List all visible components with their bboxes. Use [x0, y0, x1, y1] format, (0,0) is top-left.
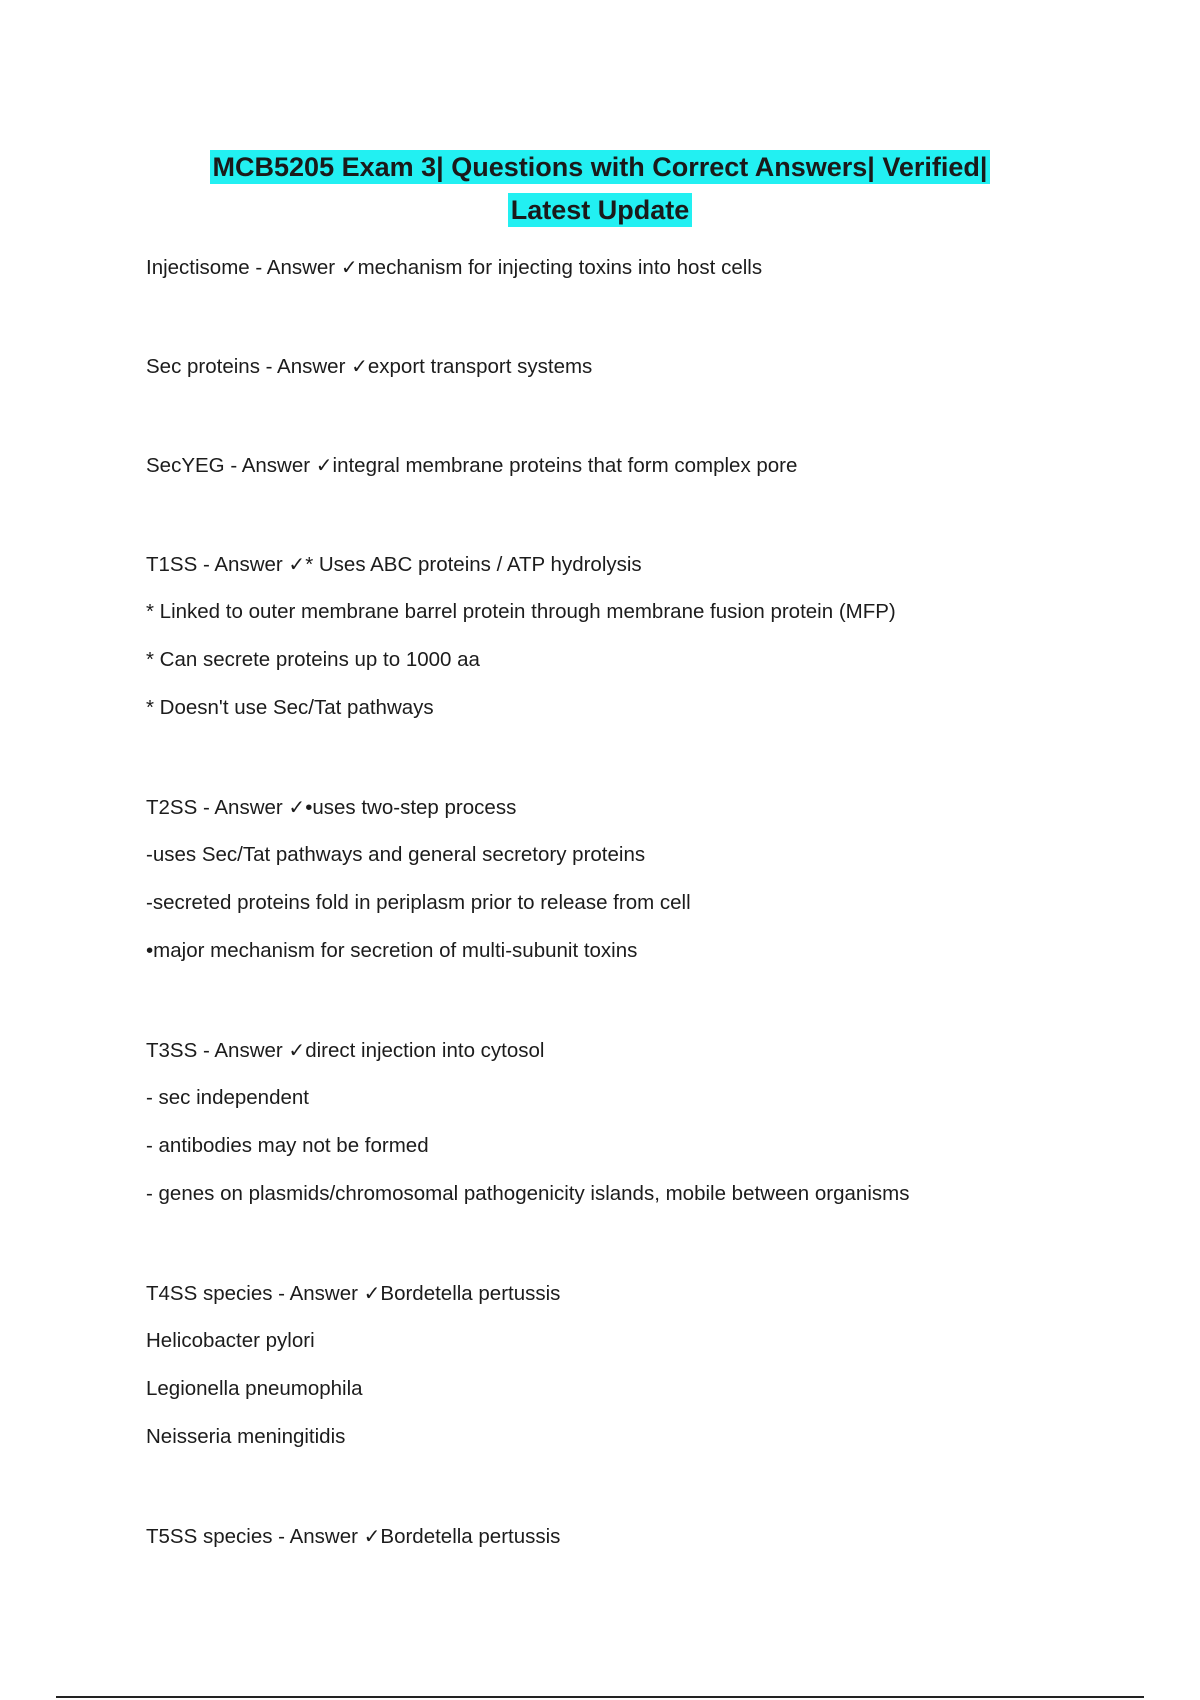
qa-entry: [146, 1033, 1086, 1081]
qa-extra-line: -uses Sec/Tat pathways and general secretory proteins: [146, 843, 646, 866]
qa-answer: Bordetella pertussis: [380, 1525, 561, 1548]
qa-extra-line: Helicobacter pylori: [146, 1329, 315, 1352]
qa-answer: •uses two-step process: [305, 796, 517, 819]
qa-term: T3SS: [146, 1039, 198, 1062]
answer-label: - Answer: [272, 1282, 364, 1305]
entry-gap: [146, 1468, 1086, 1519]
document-title: [0, 146, 1200, 232]
qa-answer: integral membrane proteins that form complex pore: [332, 454, 798, 477]
title-line-2: Latest Update: [508, 193, 693, 227]
qa-answer: Bordetella pertussis: [380, 1282, 561, 1305]
answer-label: - Answer: [224, 454, 316, 477]
qa-entry: [146, 349, 1086, 397]
qa-extra-line: * Linked to outer membrane barrel protein through membrane fusion protein (MFP): [146, 600, 896, 623]
qa-extra-line: •major mechanism for secretion of multi-subunit toxins: [146, 939, 638, 962]
check-icon: ✓: [363, 1281, 381, 1305]
qa-term: T5SS species: [146, 1525, 273, 1548]
qa-extra-line: - genes on plasmids/chromosomal pathogenicity islands, mobile between organisms: [146, 1182, 910, 1205]
qa-answer: direct injection into cytosol: [305, 1039, 545, 1062]
qa-term: Sec proteins: [146, 355, 260, 378]
qa-term: Injectisome: [146, 256, 250, 279]
check-icon: ✓: [340, 255, 358, 279]
qa-extra-line: * Doesn't use Sec/Tat pathways: [146, 696, 434, 719]
answer-label: - Answer: [197, 796, 289, 819]
check-icon: ✓: [315, 453, 333, 477]
qa-term: T2SS: [146, 796, 198, 819]
check-icon: ✓: [288, 795, 306, 819]
qa-entry: [146, 250, 1086, 298]
check-icon: ✓: [363, 1524, 381, 1548]
answer-label: - Answer: [197, 553, 289, 576]
entry-gap: [146, 982, 1086, 1033]
qa-term: T4SS species: [146, 1282, 273, 1305]
check-icon: ✓: [351, 354, 368, 378]
entry-gap: [146, 1225, 1086, 1276]
check-icon: ✓: [288, 552, 306, 576]
qa-extra-line: Legionella pneumophila: [146, 1377, 363, 1400]
answer-label: - Answer: [197, 1039, 289, 1062]
qa-entry: [146, 790, 1086, 838]
entry-gap: [146, 397, 1086, 448]
qa-entry: [146, 547, 1086, 595]
entry-gap: [146, 298, 1086, 349]
title-line-1: MCB5205 Exam 3| Questions with Correct Answers| Verified|: [210, 150, 991, 184]
answer-label: - Answer: [259, 355, 352, 378]
qa-answer: * Uses ABC proteins / ATP hydrolysis: [305, 553, 642, 576]
qa-extra-line: -secreted proteins fold in periplasm prior to release from cell: [146, 891, 691, 914]
qa-extra-line: * Can secrete proteins up to 1000 aa: [146, 648, 480, 671]
qa-term: T1SS: [146, 553, 198, 576]
answer-label: - Answer: [249, 256, 341, 279]
qa-extra-line: - sec independent: [146, 1086, 309, 1109]
qa-list: [146, 250, 1086, 1567]
page-bottom-rule: [56, 1696, 1144, 1698]
qa-answer: mechanism for injecting toxins into host cells: [357, 256, 763, 279]
answer-label: - Answer: [272, 1525, 364, 1548]
entry-gap: [146, 739, 1086, 790]
check-icon: ✓: [288, 1038, 306, 1062]
qa-extra-line: Neisseria meningitidis: [146, 1425, 346, 1448]
entry-gap: [146, 496, 1086, 547]
qa-extra-line: - antibodies may not be formed: [146, 1134, 429, 1157]
qa-answer: export transport systems: [367, 355, 593, 378]
qa-term: SecYEG: [146, 454, 225, 477]
qa-entry: [146, 1276, 1086, 1324]
qa-entry: [146, 1519, 1086, 1567]
qa-entry: [146, 448, 1086, 496]
